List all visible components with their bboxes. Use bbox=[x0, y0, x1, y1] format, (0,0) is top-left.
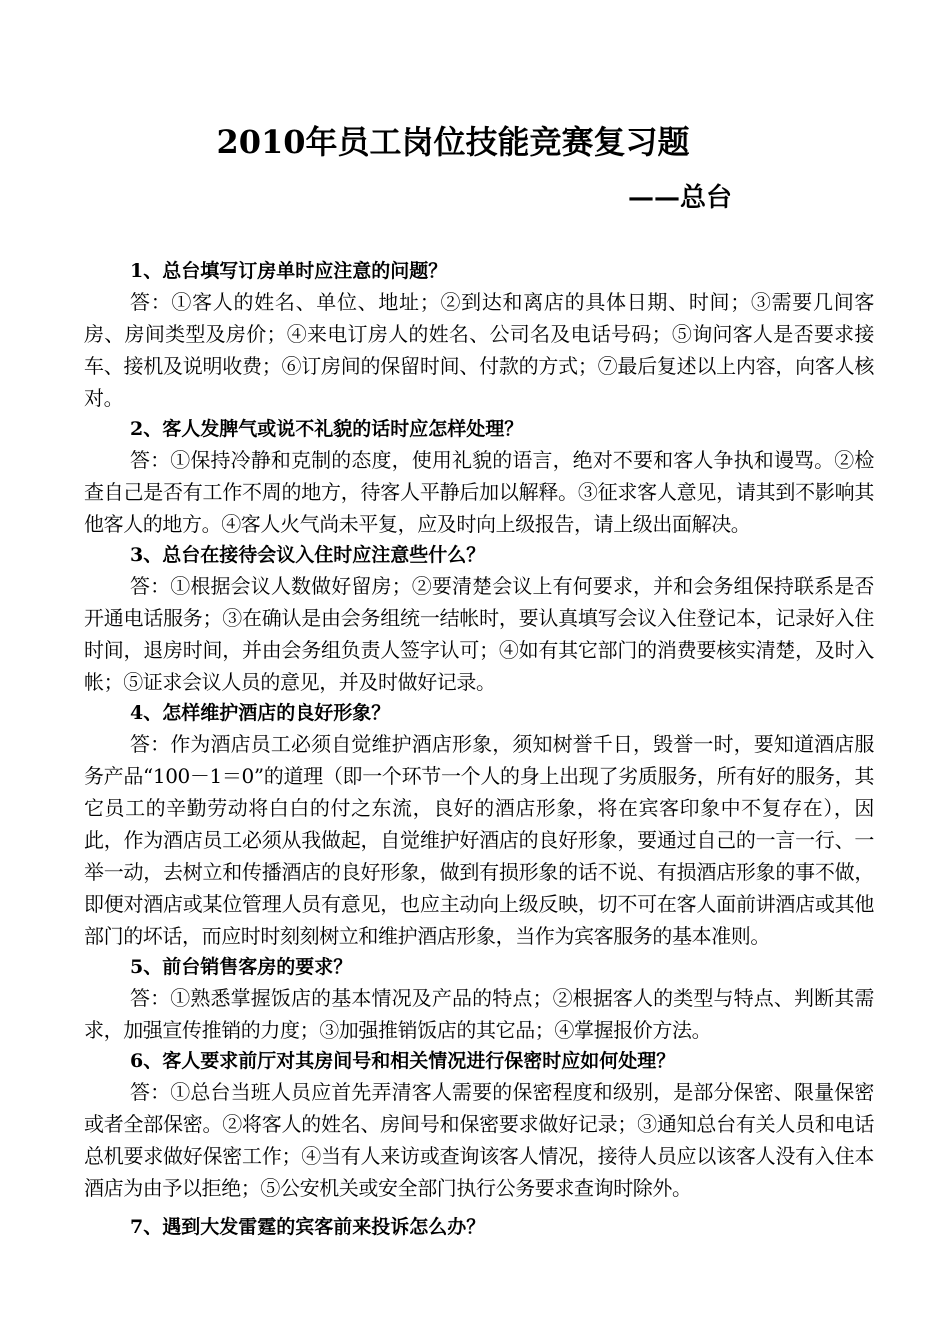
question-3: 3、总台在接待会议入住时应注意些什么？ bbox=[130, 544, 486, 566]
question-4: 4、怎样维护酒店的良好形象？ bbox=[130, 702, 391, 724]
question-7: 7、遇到大发雷霆的宾客前来投诉怎么办？ bbox=[130, 1216, 486, 1238]
answer-6: 答：①总台当班人员应首先弄清客人需要的保密程度和级别，是部分保密、限量保密或者全部保密。②将客人的姓名、房间号和保密要求做好记录；③通知总台有关人员和电话总机要求做好保密工作；④当有人来访或查询该客人情况，接待人员应以该客人没有入住本酒店为由予以拒绝；⑤公安机关或安全部门执行公务要求查询时除外。 bbox=[84, 1080, 874, 1200]
answer-2: 答：①保持冷静和克制的态度，使用礼貌的语言，绝对不要和客人争执和谩骂。②检查自己是否有工作不周的地方，待客人平静后加以解释。③征求客人意见，请其到不影响其他客人的地方。④客人火气尚未平复，应及时向上级报告，请上级出面解决。 bbox=[84, 448, 874, 536]
qa-list bbox=[84, 256, 874, 1242]
document-title: 2010年员工岗位技能竞赛复习题 bbox=[216, 123, 690, 161]
question-2: 2、客人发脾气或说不礼貌的话时应怎样处理？ bbox=[130, 418, 524, 440]
answer-3: 答：①根据会议人数做好留房；②要清楚会议上有何要求，并和会务组保持联系是否开通电话服务；③在确认是由会务组统一结帐时，要认真填写会议入住登记本，记录好入住时间，退房时间，并由会务组负责人签字认可；④如有其它部门的消费要核实清楚，及时入帐；⑤证求会议人员的意见，并及时做好记录。 bbox=[84, 574, 874, 694]
answer-4: 答：作为酒店员工必须自觉维护酒店形象，须知树誉千日，毁誉一时，要知道酒店服务产品“100－1＝0”的道理（即一个环节一个人的身上出现了劣质服务，所有好的服务，其它员工的辛勤劳动将白白的付之东流，良好的酒店形象，将在宾客印象中不复存在），因此，作为酒店员工必须从我做起，自觉维护好酒店的良好形象，要通过自己的一言一行、一举一动，去树立和传播酒店的良好形象，做到有损形象的话不说、有损酒店形象的事不做，即便对酒店或某位管理人员有意见，也应主动向上级反映，切不可在客人面前讲酒店或其他部门的坏话，而应时时刻刻树立和维护酒店形象，当作为宾客服务的基本准则。 bbox=[84, 732, 874, 948]
answer-5: 答：①熟悉掌握饭店的基本情况及产品的特点；②根据客人的类型与特点、判断其需求，加强宣传推销的力度；③加强推销饭店的其它品；④掌握报价方法。 bbox=[84, 986, 874, 1042]
question-5: 5、前台销售客房的要求？ bbox=[130, 956, 353, 978]
question-1: 1、总台填写订房单时应注意的问题？ bbox=[130, 260, 448, 282]
document-subtitle: ——总台 bbox=[627, 183, 732, 213]
question-6: 6、客人要求前厅对其房间号和相关情况进行保密时应如何处理？ bbox=[130, 1050, 676, 1072]
answer-1: 答：①客人的姓名、单位、地址；②到达和离店的具体日期、时间；③需要几间客房、房间类型及房价；④来电订房人的姓名、公司名及电话号码；⑤询问客人是否要求接车、接机及说明收费；⑥订房间的保留时间、付款的方式；⑦最后复述以上内容，向客人核对。 bbox=[84, 290, 874, 410]
